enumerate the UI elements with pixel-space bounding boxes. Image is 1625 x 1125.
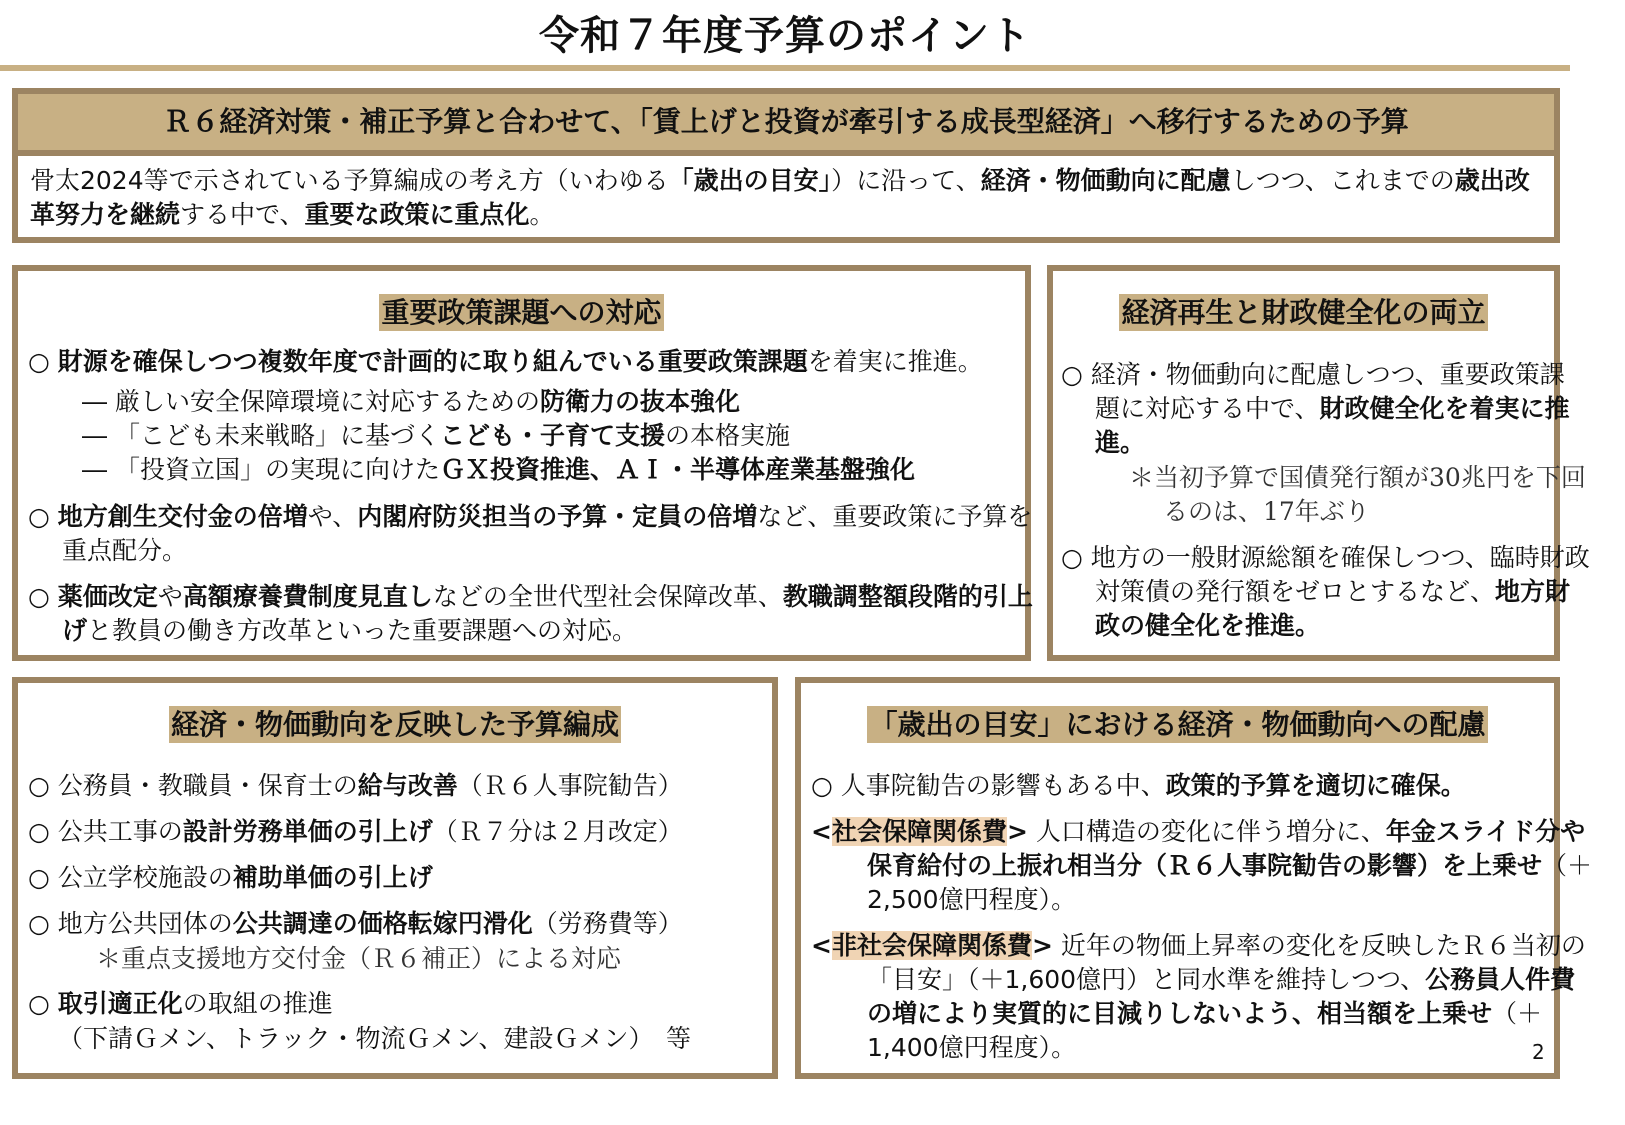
page-title: 令和７年度予算のポイント xyxy=(539,13,1031,59)
bold-text: < xyxy=(811,817,832,846)
title-divider xyxy=(0,65,1570,71)
bold-text: > xyxy=(1031,931,1053,960)
text-run: の取組の推進 xyxy=(182,989,333,1018)
text-run: や xyxy=(157,582,183,611)
bold-text: 財政健全化を着実に推進。 xyxy=(1095,394,1570,457)
page-number: 2 xyxy=(1532,1040,1545,1064)
bold-text: 防衛力の抜本強化 xyxy=(539,387,740,416)
bold-text: こども・子育て支援 xyxy=(439,421,665,450)
text-run: する中で、 xyxy=(180,200,305,229)
bullet-item xyxy=(28,580,1052,648)
summary-banner: Ｒ６経済対策・補正予算と合わせて、「賃上げと投資が牽引する成長型経済」へ移行するための予算 xyxy=(18,94,1554,156)
text-run: ○ xyxy=(28,347,58,376)
summary-box xyxy=(12,88,1560,243)
text-run: ○ xyxy=(28,582,58,611)
bold-text: 給与改善 xyxy=(357,771,458,800)
bold-text: 年金スライド分や保育給付の上振れ相当分（Ｒ６人事院勧告の影響）を上乗せ xyxy=(867,817,1586,880)
text-run: など、重要政策に予算を重点配分。 xyxy=(62,502,1033,565)
text-run: と教員の働き方改革といった重要課題への対応。 xyxy=(87,616,638,645)
section-title: 「歳出の目安」における経済・物価動向への配慮 xyxy=(869,708,1486,741)
text-run: ○ 地方の一般財源総額を確保しつつ、臨時財政対策債の発行額をゼロとするなど、 xyxy=(1061,543,1590,606)
text-run: 骨太2024等で示されている予算編成の考え方（いわゆる xyxy=(30,166,669,195)
non-social-security-item xyxy=(811,929,1597,1065)
text-run: （Ｒ７分は２月改定） xyxy=(432,817,683,846)
sub-item xyxy=(82,419,790,453)
highlighted-label: 社会保障関係費 xyxy=(831,817,1007,846)
bullet-item xyxy=(28,815,683,849)
bullet-item xyxy=(1061,541,1593,643)
social-security-item xyxy=(811,815,1597,917)
text-run: ○ 人事院勧告の影響もある中、 xyxy=(811,771,1166,800)
section-title: 経済再生と財政健全化の両立 xyxy=(1121,296,1486,329)
bullet-item xyxy=(28,500,1052,568)
bullet-item xyxy=(28,907,683,941)
text-run: ）に沿って、 xyxy=(831,166,981,195)
summary-text xyxy=(30,164,1544,232)
bullet-item xyxy=(28,769,683,803)
text-run: 。 xyxy=(529,200,555,229)
bold-text: 設計労務単価の引上げ xyxy=(182,817,433,846)
box-budget-reflecting-economy xyxy=(12,677,778,1079)
bold-text: < xyxy=(811,931,832,960)
box-fiscal-balance xyxy=(1047,265,1590,661)
bullet-item xyxy=(811,769,1466,803)
text-run: ― 厳しい安全保障環境に対応するための xyxy=(82,387,540,416)
bold-text: 取引適正化 xyxy=(57,989,183,1018)
bullet-item xyxy=(28,987,333,1021)
bold-text: 地方財政の健全化を推進。 xyxy=(1095,577,1571,640)
sub-item xyxy=(82,453,915,487)
text-run: しつつ、これまでの xyxy=(1230,166,1455,195)
text-run: ○ 地方公共団体の xyxy=(28,909,233,938)
text-run: ○ 公務員・教職員・保育士の xyxy=(28,771,358,800)
text-run: ― 「こども未来戦略」に基づく xyxy=(82,421,440,450)
bold-text: 経済・物価動向に配慮 xyxy=(980,166,1231,195)
bullet-item xyxy=(28,345,1062,379)
bold-text: 内閣府防災担当の予算・定員の倍増 xyxy=(357,502,758,531)
text-run: ○ xyxy=(28,989,58,1018)
bullet-item xyxy=(28,861,433,895)
bold-text: 「歳出の目安」 xyxy=(668,166,832,195)
text-run: などの全世代型社会保障改革、 xyxy=(432,582,783,611)
text-run: 人口構造の変化に伴う増分に、 xyxy=(1027,817,1386,846)
text-run: を着実に推進。 xyxy=(807,347,983,376)
bullet-subtext: （下請Ｇメン、トラック・物流Ｇメン、建設Ｇメン） 等 xyxy=(58,1024,692,1053)
text-run: 近年の物価上昇率の変化を反映したＲ６当初の「目安」（＋1,600億円）と同水準を維持しつつ、 xyxy=(867,931,1586,994)
bold-text: 教職調整額段階的引上げ xyxy=(62,582,1033,645)
bold-text: 公務員人件費の増により実質的に目減りしないよう、相当額を上乗せ xyxy=(867,965,1576,1028)
text-run: （労務費等） xyxy=(532,909,683,938)
highlighted-label: 非社会保障関係費 xyxy=(831,931,1032,960)
sub-item xyxy=(82,385,740,419)
text-run: （＋2,500億円程度）。 xyxy=(867,851,1593,914)
text-run: ○ xyxy=(28,502,58,531)
text-run: や、 xyxy=(307,502,358,531)
section-title: 経済・物価動向を反映した予算編成 xyxy=(170,708,619,741)
bold-text: 財源を確保しつつ複数年度で計画的に取り組んでいる重要政策課題 xyxy=(57,347,808,376)
bold-text: > xyxy=(1006,817,1028,846)
text-run: （Ｒ６人事院勧告） xyxy=(457,771,683,800)
bold-text: 公共調達の価格転嫁円滑化 xyxy=(232,909,533,938)
box-priority-policies xyxy=(12,265,1031,661)
text-run: ○ 公共工事の xyxy=(28,817,183,846)
bold-text: 地方創生交付金の倍増 xyxy=(57,502,308,531)
bold-text: 歳出改革努力を継続 xyxy=(30,166,1530,229)
text-run: ○ 経済・物価動向に配慮しつつ、重要政策課題に対応する中で、 xyxy=(1061,360,1565,423)
box-spending-guideline xyxy=(795,677,1593,1079)
bold-text: ＧＸ投資推進、ＡＩ・半導体産業基盤強化 xyxy=(439,455,915,484)
section-title: 重要政策課題への対応 xyxy=(381,296,662,329)
bold-text: 補助単価の引上げ xyxy=(232,863,433,892)
bullet-item xyxy=(1061,358,1585,460)
text-run: ― 「投資立国」の実現に向けた xyxy=(82,455,440,484)
bold-text: 重要な政策に重点化 xyxy=(304,200,530,229)
bold-text: 政策的予算を適切に確保。 xyxy=(1165,771,1466,800)
footnote: ＊当初予算で国債発行額が30兆円を下回るのは、17年ぶり xyxy=(1129,463,1586,526)
bold-text: 薬価改定 xyxy=(57,582,158,611)
bold-text: 高額療養費制度見直し xyxy=(182,582,433,611)
footnote: ＊重点支援地方交付金（Ｒ６補正）による対応 xyxy=(96,944,622,973)
text-run: （＋1,400億円程度）。 xyxy=(867,999,1543,1062)
text-run: の本格実施 xyxy=(664,421,790,450)
text-run: ○ 公立学校施設の xyxy=(28,863,233,892)
